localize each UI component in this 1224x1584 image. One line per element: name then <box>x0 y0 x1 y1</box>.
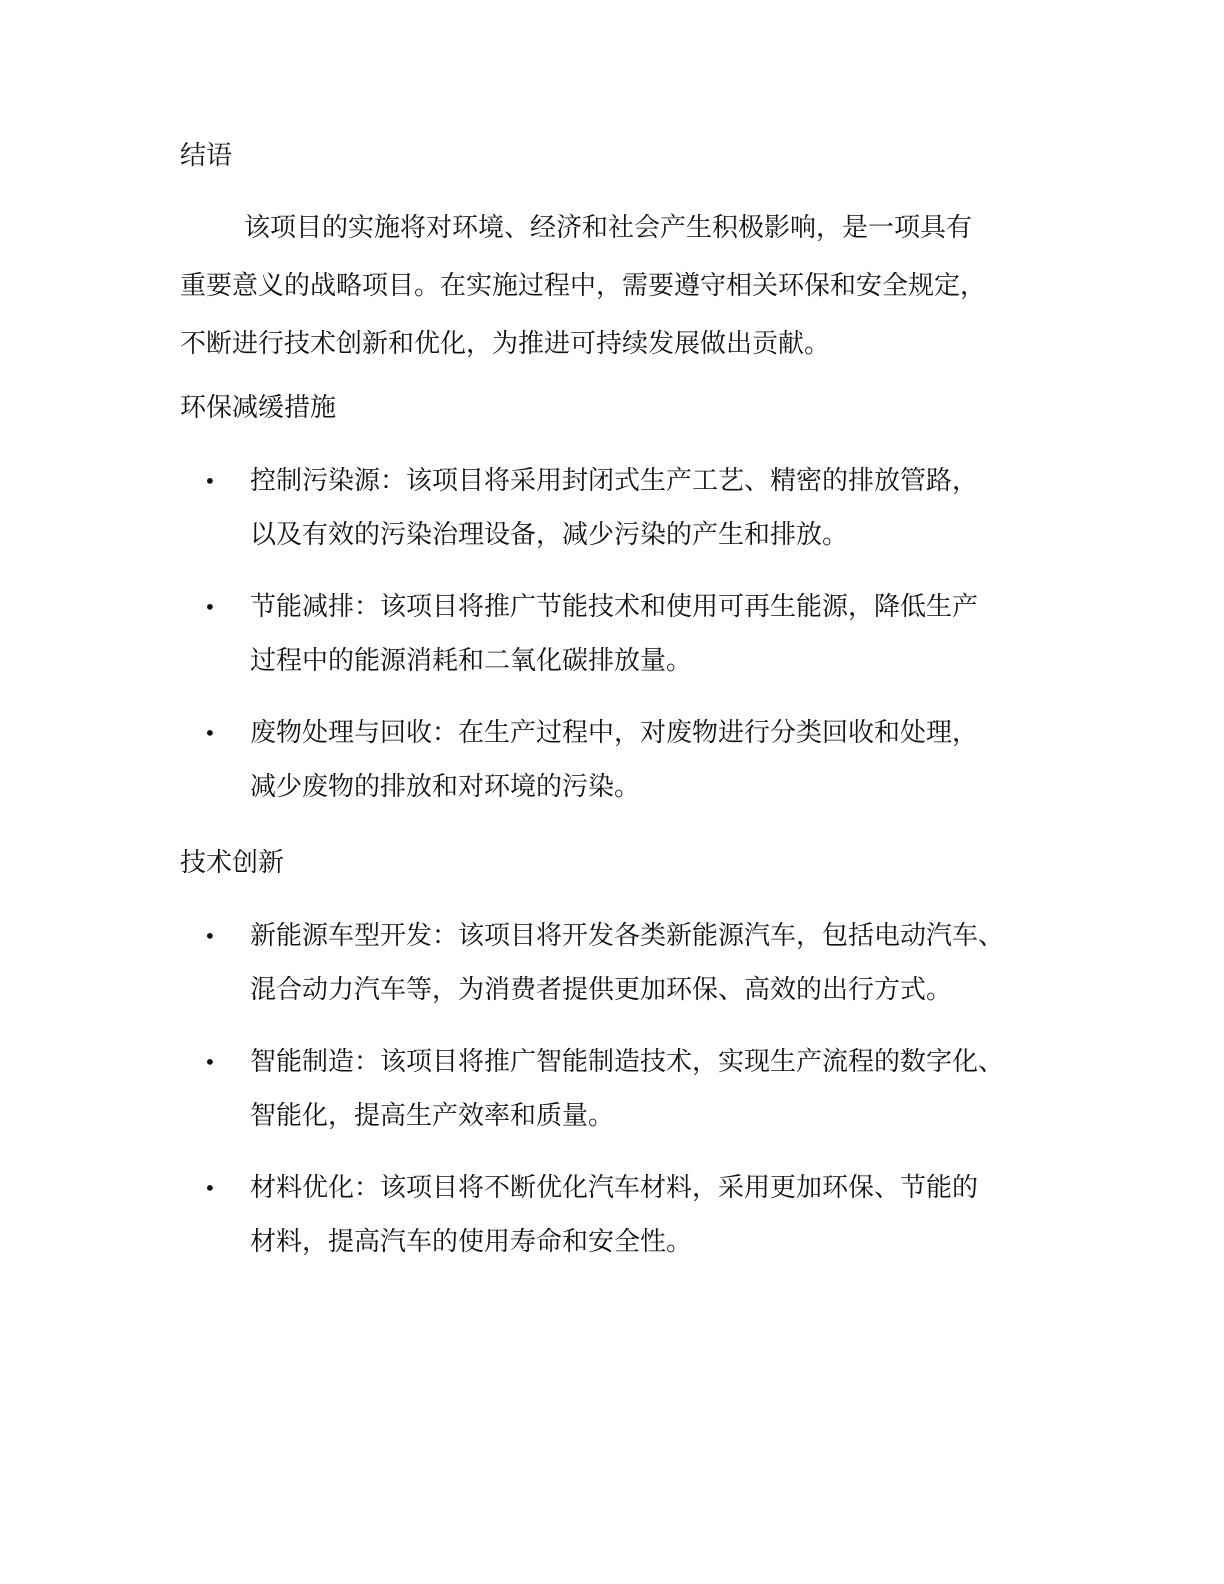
list-item <box>180 580 1080 688</box>
paragraph-line: 重要意义的战略项目。在实施过程中，需要遵守相关环保和安全规定， <box>180 271 987 301</box>
list-item-line: 材料，提高汽车的使用寿命和安全性。 <box>250 1227 693 1257</box>
bullet-icon: • <box>204 924 216 948</box>
list-item-line: 材料优化：该项目将不断优化汽车材料，采用更加环保、节能的 <box>250 1173 979 1203</box>
list-item-line: 混合动力汽车等，为消费者提供更加环保、高效的出行方式。 <box>250 975 953 1005</box>
section-heading-mitigation: 环保减缓措施 <box>180 393 337 423</box>
list-item-line: 控制污染源：该项目将采用封闭式生产工艺、精密的排放管路， <box>250 466 979 496</box>
section-heading-conclusion: 结语 <box>180 141 233 171</box>
section-heading-innovation: 技术创新 <box>180 848 285 878</box>
list-item-line: 节能减排：该项目将推广节能技术和使用可再生能源，降低生产 <box>250 592 979 622</box>
list-item <box>180 1035 1080 1143</box>
paragraph-line: 不断进行技术创新和优化，为推进可持续发展做出贡献。 <box>180 329 831 359</box>
list-item-line: 废物处理与回收：在生产过程中，对废物进行分类回收和处理， <box>250 718 979 748</box>
list-item <box>180 454 1080 562</box>
list-item <box>180 909 1080 1017</box>
bullet-icon: • <box>204 721 216 745</box>
innovation-list <box>180 909 1080 1287</box>
bullet-icon: • <box>204 1176 216 1200</box>
list-item-line: 新能源车型开发：该项目将开发各类新能源汽车，包括电动汽车、 <box>250 921 1005 951</box>
bullet-icon: • <box>204 469 216 493</box>
list-item-line: 过程中的能源消耗和二氧化碳排放量。 <box>250 646 693 676</box>
list-item-line: 以及有效的污染治理设备，减少污染的产生和排放。 <box>250 520 849 550</box>
list-item-line: 智能化，提高生产效率和质量。 <box>250 1101 615 1131</box>
conclusion-paragraph <box>180 199 1060 373</box>
list-item <box>180 1161 1080 1269</box>
bullet-icon: • <box>204 1050 216 1074</box>
paragraph-line: 该项目的实施将对环境、经济和社会产生积极影响，是一项具有 <box>244 213 973 243</box>
list-item-line: 智能制造：该项目将推广智能制造技术，实现生产流程的数字化、 <box>250 1047 1005 1077</box>
bullet-icon: • <box>204 595 216 619</box>
list-item <box>180 706 1080 814</box>
list-item-line: 减少废物的排放和对环境的污染。 <box>250 772 641 802</box>
mitigation-list <box>180 454 1080 832</box>
